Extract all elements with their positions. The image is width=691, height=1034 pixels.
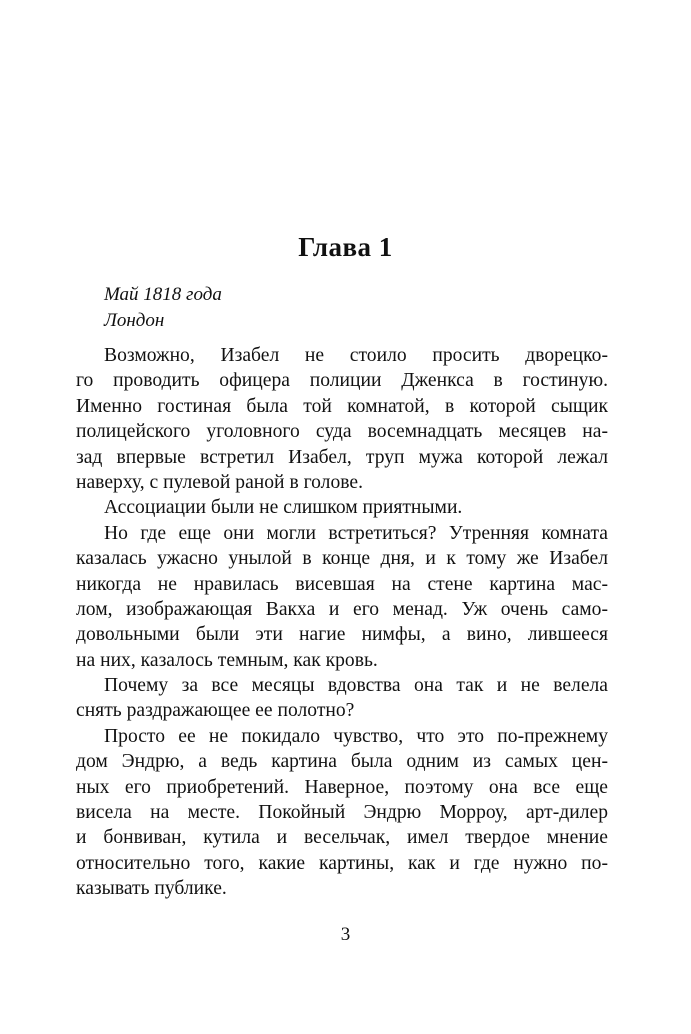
page-number: 3 <box>340 924 351 945</box>
text-line: относительно того, какие картины, как и где нужно по- <box>76 852 608 874</box>
text-line: Но где еще они могли встретиться? Утренняя комната <box>104 522 608 544</box>
text-line: лом, изображающая Вакха и его менад. Уж очень само- <box>76 598 608 620</box>
text-line: наверху, с пулевой раной в голове. <box>76 471 363 493</box>
text-line: зад впервые встретил Изабел, труп мужа которой лежал <box>76 446 608 468</box>
epigraph-date: Май 1818 года <box>104 284 222 305</box>
epigraph-place: Лондон <box>104 310 165 331</box>
text-line: ных его приобретений. Наверное, поэтому она все еще <box>76 776 608 798</box>
epigraph <box>104 282 222 334</box>
text-line: на них, казалось темным, как кровь. <box>76 649 378 671</box>
text-line: казалась ужасно унылой в конце дня, и к тому же Изабел <box>76 548 608 570</box>
text-line: казывать публике. <box>76 878 227 900</box>
text-line: дом Эндрю, а ведь картина была одним из самых цен- <box>76 751 608 773</box>
text-line: никогда не нравилась висевшая на стене картина мас- <box>76 573 608 595</box>
text-line: Возможно, Изабел не стоило просить дворецко- <box>104 345 608 366</box>
text-line: Именно гостиная была той комнатой, в которой сыщик <box>76 395 608 417</box>
text-line: снять раздражающее ее полотно? <box>76 700 355 722</box>
text-line: Ассоциации были не слишком приятными. <box>104 497 463 519</box>
text-line: и бонвиван, кутила и весельчак, имел твердое мнение <box>76 827 608 849</box>
text-line: висела на месте. Покойный Эндрю Морроу, арт-дилер <box>76 802 608 824</box>
body-text <box>76 343 608 902</box>
text-line: го проводить офицера полиции Дженкса в гостиную. <box>76 370 608 392</box>
chapter-title: Глава 1 <box>298 232 393 262</box>
text-line: Почему за все месяцы вдовства она так и не велела <box>104 675 608 697</box>
text-line: Просто ее не покидало чувство, что это по-прежнему <box>104 725 608 747</box>
text-line: довольными были эти нагие нимфы, а вино, лившееся <box>76 624 608 646</box>
text-line: полицейского уголовного суда восемнадцать месяцев на- <box>76 421 608 443</box>
